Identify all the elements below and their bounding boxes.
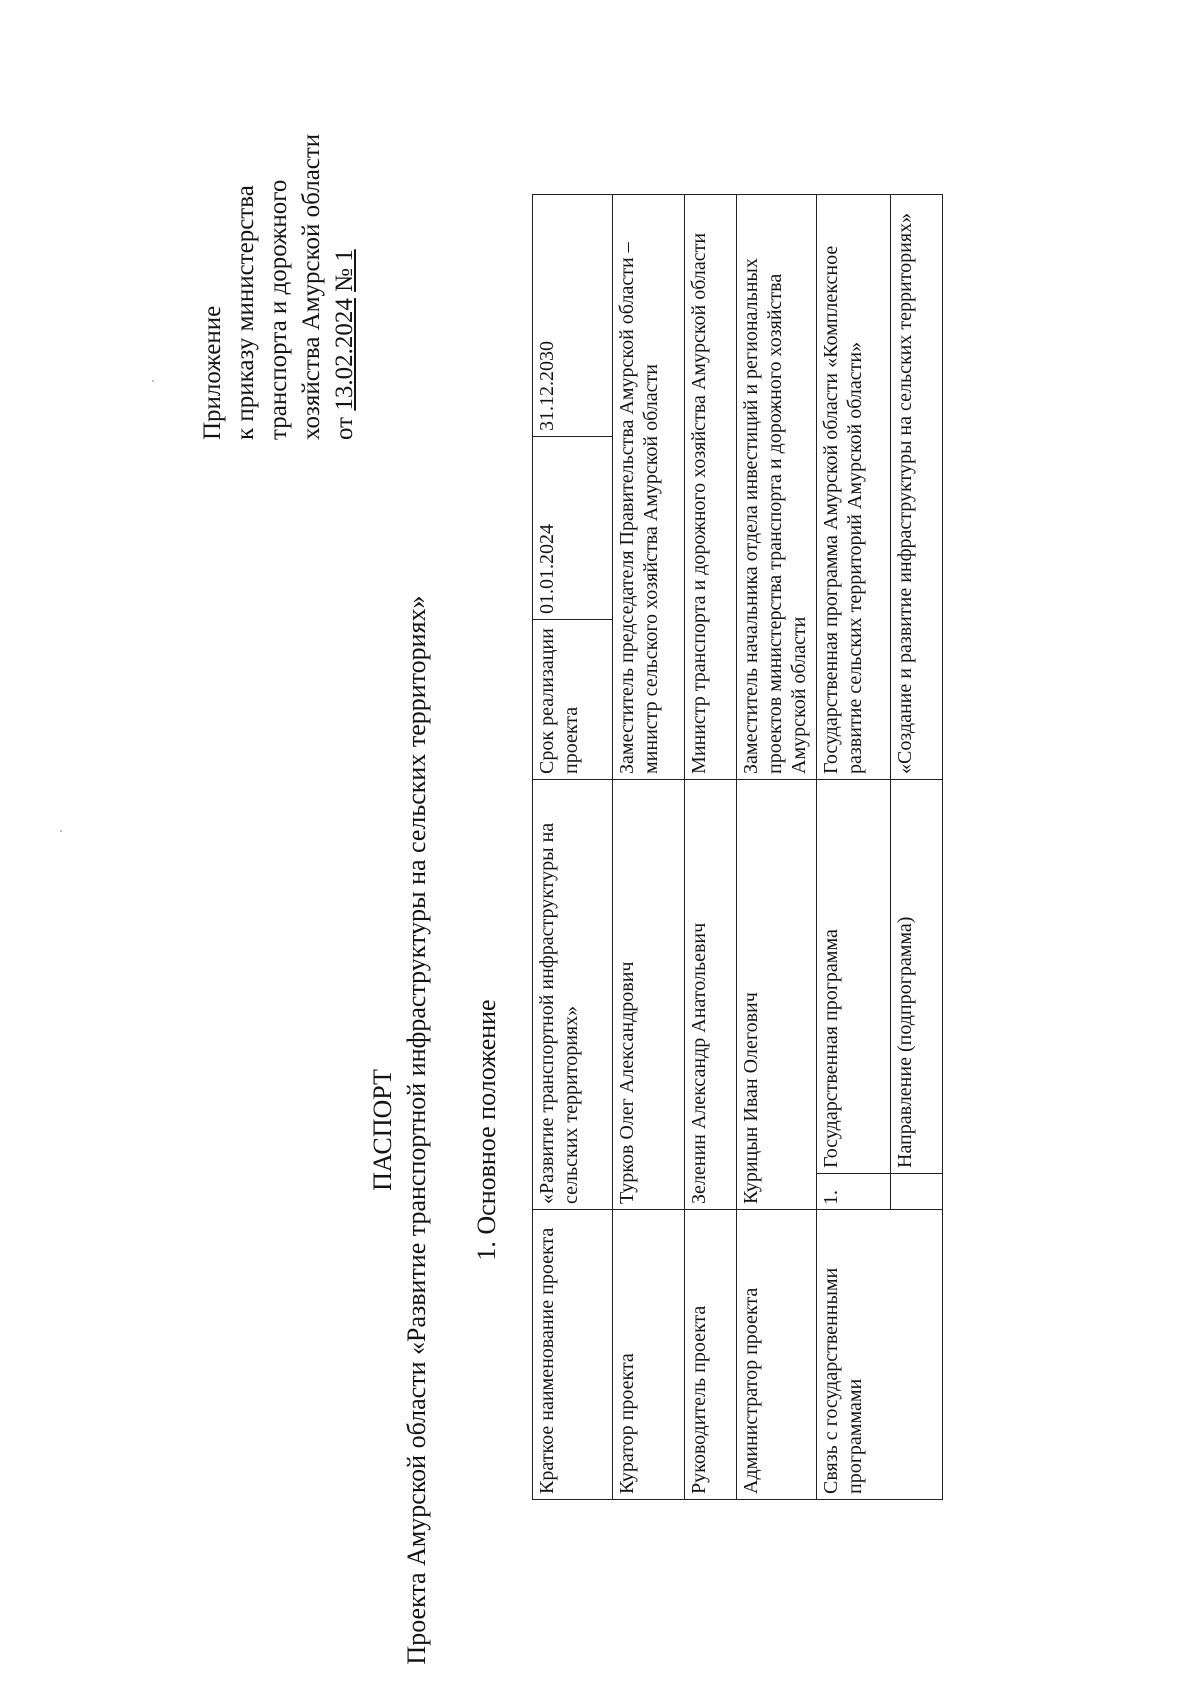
head-position: Министр транспорта и дорожного хозяйства Амурской области bbox=[685, 194, 737, 779]
table-row bbox=[817, 194, 891, 1499]
term-start: 01.01.2024 bbox=[533, 436, 613, 619]
section-heading: 1. Основное положение bbox=[472, 999, 501, 1261]
admin-position: Заместитель начальника отдела инвестиций и региональных проектов министерства транспорта и дорожного хозяйства Амурской области bbox=[737, 194, 817, 779]
table-row bbox=[685, 194, 737, 1499]
short-name-value: «Развитие транспортной инфраструктуры на сельских территориях» bbox=[533, 779, 613, 1209]
curator-label: Куратор проекта bbox=[613, 1210, 685, 1500]
appendix-date-line bbox=[328, 134, 361, 440]
term-label: Срок реализации проекта bbox=[533, 619, 613, 779]
program-value: Государственная программа Амурской области «Комплексное развитие сельских территорий Амурской области» bbox=[817, 194, 891, 779]
appendix-number: № 1 bbox=[331, 249, 358, 292]
link-label: Связь с государственными программами bbox=[817, 1210, 943, 1500]
admin-label: Администратор проекта bbox=[737, 1210, 817, 1500]
passport-table bbox=[532, 194, 943, 1500]
document-title bbox=[366, 560, 434, 1700]
appendix-prefix: от bbox=[331, 416, 358, 440]
direction-label: Направление (подпрограмма) bbox=[891, 779, 943, 1173]
appendix-block bbox=[196, 134, 361, 440]
curator-position: Заместитель председателя Правительства Амурской области – министр сельского хозяйства Амурской области bbox=[613, 194, 685, 779]
admin-name: Курицын Иван Олегович bbox=[737, 779, 817, 1209]
appendix-line-3: транспорта и дорожного bbox=[265, 179, 292, 440]
program-label: Государственная программа bbox=[817, 779, 891, 1173]
appendix-line-4: хозяйства Амурской области bbox=[298, 133, 325, 440]
term-end: 31.12.2030 bbox=[533, 194, 613, 436]
head-name: Зеленин Александр Анатольевич bbox=[685, 779, 737, 1209]
link-number-empty bbox=[891, 1174, 943, 1210]
appendix-date: 13.02.2024 bbox=[331, 298, 358, 411]
table-row bbox=[533, 194, 613, 1499]
appendix-line-2: к приказу министерства bbox=[232, 185, 259, 440]
short-name-label: Краткое наименование проекта bbox=[533, 1210, 613, 1500]
appendix-line-1: Приложение bbox=[199, 305, 226, 440]
head-label: Руководитель проекта bbox=[685, 1210, 737, 1500]
link-number: 1. bbox=[817, 1174, 891, 1210]
title-line-2: Проекта Амурской области «Развитие транспортной инфраструктуры на сельских территориях» bbox=[402, 595, 431, 1665]
curator-name: Турков Олег Александрович bbox=[613, 779, 685, 1209]
table-row bbox=[613, 194, 685, 1499]
title-line-1: ПАСПОРТ bbox=[368, 1069, 397, 1191]
table-row bbox=[737, 194, 817, 1499]
direction-value: «Создание и развитие инфраструктуры на сельских территориях» bbox=[891, 194, 943, 779]
